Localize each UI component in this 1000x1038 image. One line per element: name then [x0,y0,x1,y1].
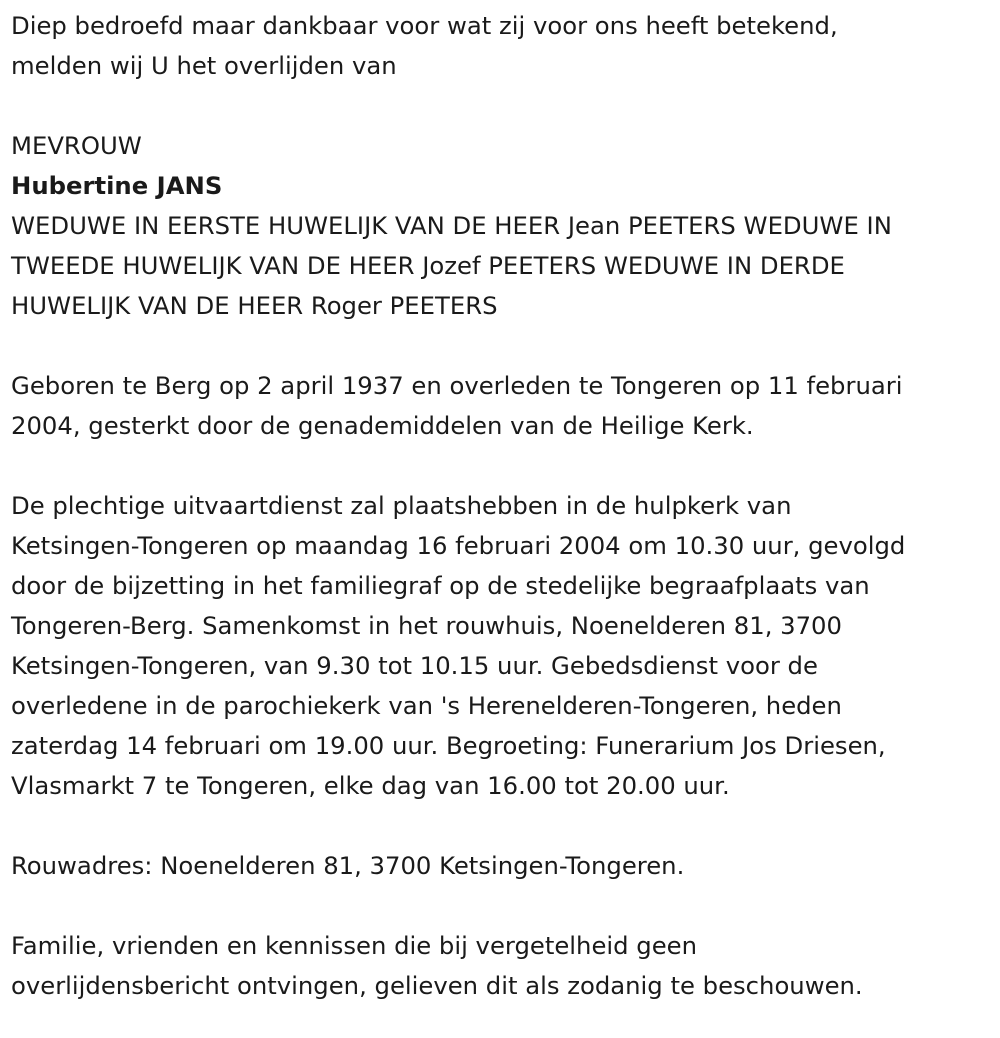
service-line: overledene in de parochiekerk van 's Herenelderen-Tongeren, heden [11,691,842,720]
intro-line: melden wij U het overlijden van [11,51,397,80]
closing-paragraph [11,926,996,1006]
birth-line: Geboren te Berg op 2 april 1937 en overleden te Tongeren op 11 februari [11,371,903,400]
service-line: zaterdag 14 februari om 19.00 uur. Begroeting: Funerarium Jos Driesen, [11,731,886,760]
service-line: door de bijzetting in het familiegraf op de stedelijke begraafplaats van [11,571,870,600]
service-line: Vlasmarkt 7 te Tongeren, elke dag van 16.00 tot 20.00 uur. [11,771,730,800]
service-line: Tongeren-Berg. Samenkomst in het rouwhuis, Noenelderen 81, 3700 [11,611,842,640]
widow-paragraph [11,206,996,326]
paragraph-gap [11,86,996,126]
paragraph-gap [11,326,996,366]
paragraph-gap [11,446,996,486]
deceased-name [11,166,996,206]
intro-line: Diep bedroefd maar dankbaar voor wat zij voor ons heeft betekend, [11,11,838,40]
birth-paragraph [11,366,996,446]
service-line: Ketsingen-Tongeren op maandag 16 februari 2004 om 10.30 uur, gevolgd [11,531,906,560]
address-paragraph [11,846,996,886]
closing-line: Familie, vrienden en kennissen die bij vergetelheid geen [11,931,698,960]
service-line: Ketsingen-Tongeren, van 9.30 tot 10.15 uur. Gebedsdienst voor de [11,651,818,680]
address-line: Rouwadres: Noenelderen 81, 3700 Ketsingen-Tongeren. [11,851,685,880]
intro-paragraph [11,6,996,86]
paragraph-gap [11,806,996,846]
closing-line: overlijdensbericht ontvingen, gelieven dit als zodanig te beschouwen. [11,971,863,1000]
honorific-text: MEVROUW [11,131,142,160]
honorific [11,126,996,166]
service-paragraph [11,486,996,806]
obituary-notice [11,6,996,1006]
widow-line: TWEEDE HUWELIJK VAN DE HEER Jozef PEETERS WEDUWE IN DERDE [11,251,845,280]
paragraph-gap [11,886,996,926]
service-line: De plechtige uitvaartdienst zal plaatshebben in de hulpkerk van [11,491,792,520]
birth-line: 2004, gesterkt door de genademiddelen van de Heilige Kerk. [11,411,754,440]
widow-line: WEDUWE IN EERSTE HUWELIJK VAN DE HEER Jean PEETERS WEDUWE IN [11,211,892,240]
deceased-name-text: Hubertine JANS [11,171,223,200]
widow-line: HUWELIJK VAN DE HEER Roger PEETERS [11,291,498,320]
